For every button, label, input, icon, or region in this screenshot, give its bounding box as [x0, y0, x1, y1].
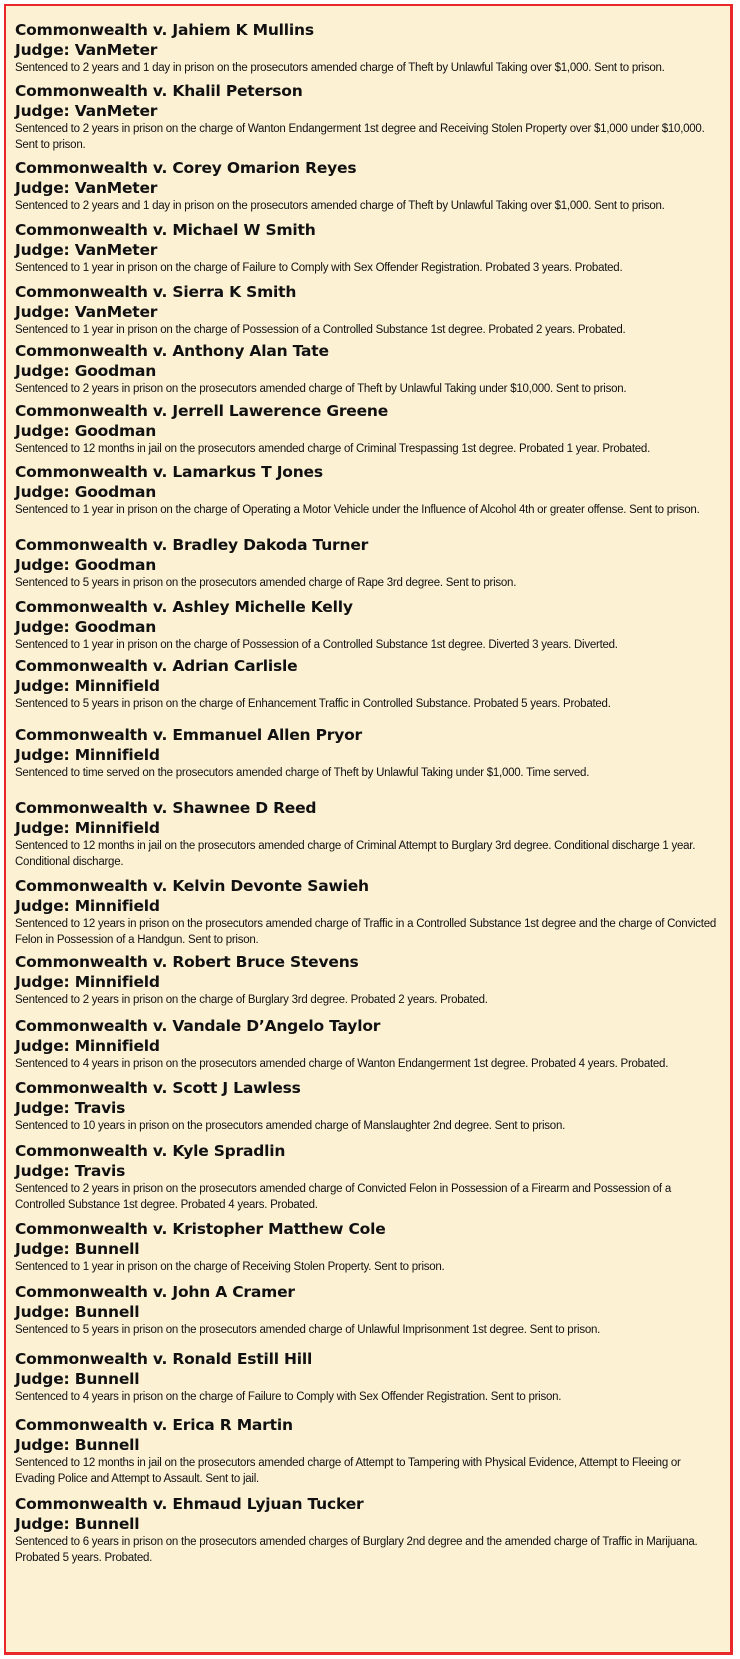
case-title: Commonwealth v. Sierra K Smith: [15, 283, 297, 301]
judge-name: Judge: Goodman: [15, 618, 157, 636]
case-entry: [15, 282, 725, 339]
case-entry: [15, 1141, 725, 1213]
case-entry: [15, 1494, 725, 1566]
judge-name: Judge: Minnifield: [15, 897, 160, 915]
case-entry: [15, 158, 725, 215]
judge-name: Judge: Minnifield: [15, 973, 160, 991]
case-entry: [15, 798, 725, 870]
case-title: Commonwealth v. Michael W Smith: [15, 221, 316, 239]
judge-name: Judge: Travis: [15, 1099, 126, 1117]
case-title: Commonwealth v. John A Cramer: [15, 1283, 295, 1301]
case-title: Commonwealth v. Ehmaud Lyjuan Tucker: [15, 1495, 364, 1513]
case-entry: [15, 20, 725, 77]
case-title: Commonwealth v. Jerrell Lawerence Greene: [15, 402, 389, 420]
case-entry: [15, 401, 725, 458]
sentence-text: Sentenced to 12 months in jail on the prosecutors amended charge of Criminal Attempt to Burglary 3rd degree. Conditional discharge 1 year. Conditional discharge.: [15, 840, 696, 868]
sentence-text: Sentenced to 2 years in prison on the charge of Burglary 3rd degree. Probated 2 years. Probated.: [15, 994, 488, 1006]
case-entry: [15, 341, 725, 398]
sentence-text: Sentenced to 5 years in prison on the prosecutors amended charge of Rape 3rd degree. Sent to prison.: [15, 577, 517, 589]
judge-name: Judge: VanMeter: [15, 303, 158, 321]
judge-name: Judge: Goodman: [15, 556, 157, 574]
judge-name: Judge: Minnifield: [15, 677, 160, 695]
case-entry: [15, 535, 725, 592]
sentence-text: Sentenced to 1 year in prison on the charge of Failure to Comply with Sex Offender Registration. Probated 3 years. Probated.: [15, 262, 623, 274]
judge-name: Judge: Bunnell: [15, 1515, 140, 1533]
case-title: Commonwealth v. Robert Bruce Stevens: [15, 953, 359, 971]
case-title: Commonwealth v. Ashley Michelle Kelly: [15, 598, 353, 616]
case-title: Commonwealth v. Kelvin Devonte Sawieh: [15, 877, 369, 895]
case-title: Commonwealth v. Lamarkus T Jones: [15, 463, 323, 481]
judge-name: Judge: VanMeter: [15, 102, 158, 120]
case-title: Commonwealth v. Shawnee D Reed: [15, 799, 317, 817]
case-entry: [15, 1349, 725, 1406]
judge-name: Judge: Minnifield: [15, 1037, 160, 1055]
case-title: Commonwealth v. Ronald Estill Hill: [15, 1350, 313, 1368]
case-entry: [15, 1282, 725, 1339]
case-title: Commonwealth v. Erica R Martin: [15, 1416, 293, 1434]
case-entry: [15, 220, 725, 277]
case-entry: [15, 1415, 725, 1487]
judge-name: Judge: Goodman: [15, 422, 157, 440]
sentence-text: Sentenced to 1 year in prison on the charge of Receiving Stolen Property. Sent to prison.: [15, 1261, 445, 1273]
case-entry: [15, 597, 725, 654]
sentence-text: Sentenced to 12 months in jail on the prosecutors amended charge of Criminal Trespassing 1st degree. Probated 1 year. Probated.: [15, 443, 651, 455]
case-entry: [15, 462, 725, 519]
sentencing-list-panel: [4, 4, 733, 1655]
sentence-text: Sentenced to 5 years in prison on the charge of Enhancement Traffic in Controlled Substance. Probated 5 years. Probated.: [15, 698, 611, 710]
sentence-text: Sentenced to 12 months in jail on the prosecutors amended charge of Attempt to Tampering with Physical Evidence, Attempt to Fleeing or Evading Police and Attempt to Assault. Sent to jail.: [15, 1457, 681, 1485]
case-entry: [15, 1016, 725, 1073]
judge-name: Judge: Bunnell: [15, 1370, 140, 1388]
judge-name: Judge: Bunnell: [15, 1240, 140, 1258]
judge-name: Judge: VanMeter: [15, 41, 158, 59]
case-entry: [15, 725, 725, 782]
judge-name: Judge: Goodman: [15, 362, 157, 380]
sentence-text: Sentenced to 1 year in prison on the charge of Possession of a Controlled Substance 1st degree. Probated 2 years. Probated.: [15, 324, 626, 336]
sentence-text: Sentenced to 2 years and 1 day in prison on the prosecutors amended charge of Theft by Unlawful Taking over $1,000. Sent to prison.: [15, 62, 665, 74]
case-title: Commonwealth v. Bradley Dakoda Turner: [15, 536, 369, 554]
case-title: Commonwealth v. Corey Omarion Reyes: [15, 159, 357, 177]
judge-name: Judge: Bunnell: [15, 1436, 140, 1454]
judge-name: Judge: Minnifield: [15, 819, 160, 837]
sentence-text: Sentenced to 2 years in prison on the prosecutors amended charge of Convicted Felon in Possession of a Firearm and Possession of a Controlled Substance 1st degree. Probated 4 years. Probated.: [15, 1183, 671, 1211]
sentence-text: Sentenced to 2 years in prison on the prosecutors amended charge of Theft by Unlawful Taking under $10,000. Sent to prison.: [15, 383, 627, 395]
judge-name: Judge: VanMeter: [15, 241, 158, 259]
case-title: Commonwealth v. Kyle Spradlin: [15, 1142, 286, 1160]
case-title: Commonwealth v. Anthony Alan Tate: [15, 342, 329, 360]
case-entry: [15, 656, 725, 713]
case-title: Commonwealth v. Emmanuel Allen Pryor: [15, 726, 362, 744]
judge-name: Judge: Minnifield: [15, 746, 160, 764]
case-title: Commonwealth v. Kristopher Matthew Cole: [15, 1220, 386, 1238]
case-title: Commonwealth v. Khalil Peterson: [15, 82, 303, 100]
case-entry: [15, 876, 725, 948]
sentence-text: Sentenced to 5 years in prison on the prosecutors amended charge of Unlawful Imprisonment 1st degree. Sent to prison.: [15, 1324, 601, 1336]
case-entry: [15, 81, 725, 153]
case-entry: [15, 1219, 725, 1276]
sentence-text: Sentenced to 4 years in prison on the prosecutors amended charge of Wanton Endangerment 1st degree. Probated 4 years. Probated.: [15, 1058, 669, 1070]
sentence-text: Sentenced to 12 years in prison on the prosecutors amended charge of Traffic in a Controlled Substance 1st degree and the charge of Convicted Felon in Possession of a Handgun. Sent to prison.: [15, 918, 716, 946]
sentence-text: Sentenced to 1 year in prison on the charge of Possession of a Controlled Substance 1st degree. Diverted 3 years. Diverted.: [15, 639, 618, 651]
judge-name: Judge: VanMeter: [15, 179, 158, 197]
case-title: Commonwealth v. Vandale D’Angelo Taylor: [15, 1017, 381, 1035]
judge-name: Judge: Bunnell: [15, 1303, 140, 1321]
judge-name: Judge: Goodman: [15, 483, 157, 501]
case-title: Commonwealth v. Adrian Carlisle: [15, 657, 298, 675]
case-entry: [15, 952, 725, 1009]
sentence-text: Sentenced to 1 year in prison on the charge of Operating a Motor Vehicle under the Influence of Alcohol 4th or greater offense. Sent to prison.: [15, 504, 700, 516]
sentence-text: Sentenced to 2 years and 1 day in prison on the prosecutors amended charge of Theft by Unlawful Taking over $1,000. Sent to prison.: [15, 200, 665, 212]
sentence-text: Sentenced to time served on the prosecutors amended charge of Theft by Unlawful Taking under $1,000. Time served.: [15, 767, 590, 779]
case-title: Commonwealth v. Scott J Lawless: [15, 1079, 301, 1097]
judge-name: Judge: Travis: [15, 1162, 126, 1180]
sentence-text: Sentenced to 2 years in prison on the charge of Wanton Endangerment 1st degree and Receiving Stolen Property over $1,000 under $10,000. Sent to prison.: [15, 123, 705, 151]
case-entry: [15, 1078, 725, 1135]
sentence-text: Sentenced to 10 years in prison on the prosecutors amended charge of Manslaughter 2nd degree. Sent to prison.: [15, 1120, 566, 1132]
case-title: Commonwealth v. Jahiem K Mullins: [15, 21, 314, 39]
sentence-text: Sentenced to 6 years in prison on the prosecutors amended charges of Burglary 2nd degree and the amended charge of Traffic in Marijuana. Probated 5 years. Probated.: [15, 1536, 698, 1564]
sentence-text: Sentenced to 4 years in prison on the charge of Failure to Comply with Sex Offender Registration. Sent to prison.: [15, 1391, 562, 1403]
